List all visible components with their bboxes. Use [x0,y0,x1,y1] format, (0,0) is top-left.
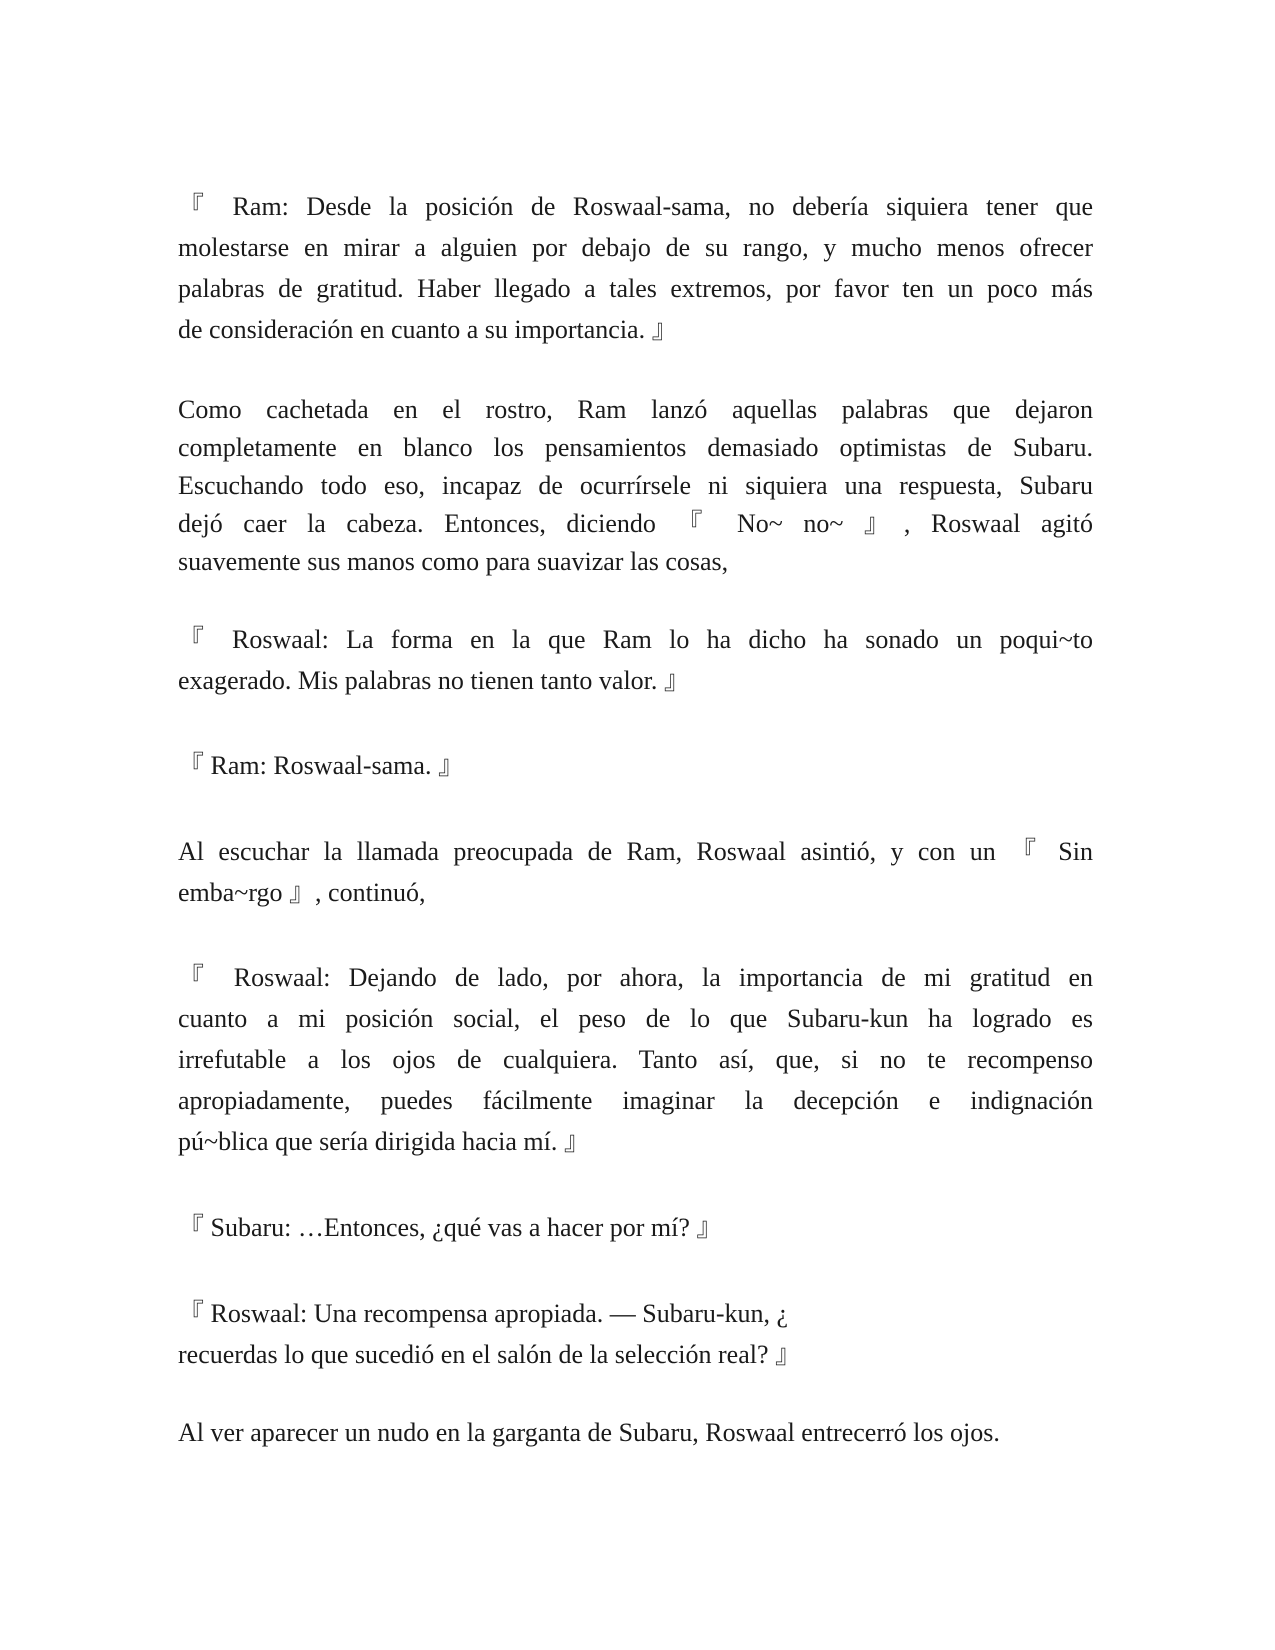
text-line: Como cachetada en el rostro, Ram lanzó aquellas palabras que dejaron [178,395,1093,424]
text-line: 『 Roswaal: Dejando de lado, por ahora, la importancia de mi gratitud en [178,963,1093,992]
text-line: molestarse en mirar a alguien por debajo de su rango, y mucho menos ofrecer [178,233,1093,262]
text-line: pú~blica que sería dirigida hacia mí. 』 [178,1127,590,1156]
text-line: apropiadamente, puedes fácilmente imaginar la decepción e indignación [178,1086,1093,1115]
text-line: irrefutable a los ojos de cualquiera. Tanto así, que, si no te recompenso [178,1045,1093,1074]
dialogue-paragraph-roswaal-1 [178,619,1093,701]
text-line: suavemente sus manos como para suavizar las cosas, [178,547,729,576]
narration-paragraph-2 [178,831,1093,913]
text-line: cuanto a mi posición social, el peso de lo que Subaru-kun ha logrado es [178,1004,1093,1033]
dialogue-paragraph-roswaal-3 [178,1293,1093,1375]
text-line: 『 Ram: Desde la posición de Roswaal-sama, no debería siquiera tener que [178,192,1093,221]
text-line: de consideración en cuanto a su importancia. 』 [178,315,678,344]
text-line: 『 Ram: Roswaal-sama. 』 [178,751,464,780]
text-line: exagerado. Mis palabras no tienen tanto valor. 』 [178,666,690,695]
text-line: Al ver aparecer un nudo en la garganta de Subaru, Roswaal entrecerró los ojos. [178,1418,1000,1447]
narration-paragraph-3 [178,1412,1093,1453]
text-line: Al escuchar la llamada preocupada de Ram, Roswaal asintió, y con un 『 Sin [178,837,1093,866]
dialogue-paragraph-subaru [178,1207,1093,1248]
text-line: 『 Roswaal: La forma en la que Ram lo ha dicho ha sonado un poqui~to [178,625,1093,654]
text-line: 『 Roswaal: Una recompensa apropiada. ― Subaru-kun, ¿ [178,1299,789,1328]
text-line: emba~rgo 』, continuó, [178,878,426,907]
text-line: 『 Subaru: …Entonces, ¿qué vas a hacer por mí? 』 [178,1213,723,1242]
text-line: recuerdas lo que sucedió en el salón de la selección real? 』 [178,1340,801,1369]
text-line: palabras de gratitud. Haber llegado a tales extremos, por favor ten un poco más [178,274,1093,303]
text-line: completamente en blanco los pensamientos demasiado optimistas de Subaru. [178,433,1093,462]
dialogue-paragraph-roswaal-2 [178,957,1093,1162]
dialogue-paragraph-ram-1 [178,186,1093,350]
text-line: Escuchando todo eso, incapaz de ocurrírsele ni siquiera una respuesta, Subaru [178,471,1093,500]
narration-paragraph-1 [178,391,1093,581]
text-line: dejó caer la cabeza. Entonces, diciendo 『 No~ no~ 』, Roswaal agitó [178,509,1093,538]
text-body [178,186,1093,1453]
dialogue-paragraph-ram-2 [178,745,1093,786]
